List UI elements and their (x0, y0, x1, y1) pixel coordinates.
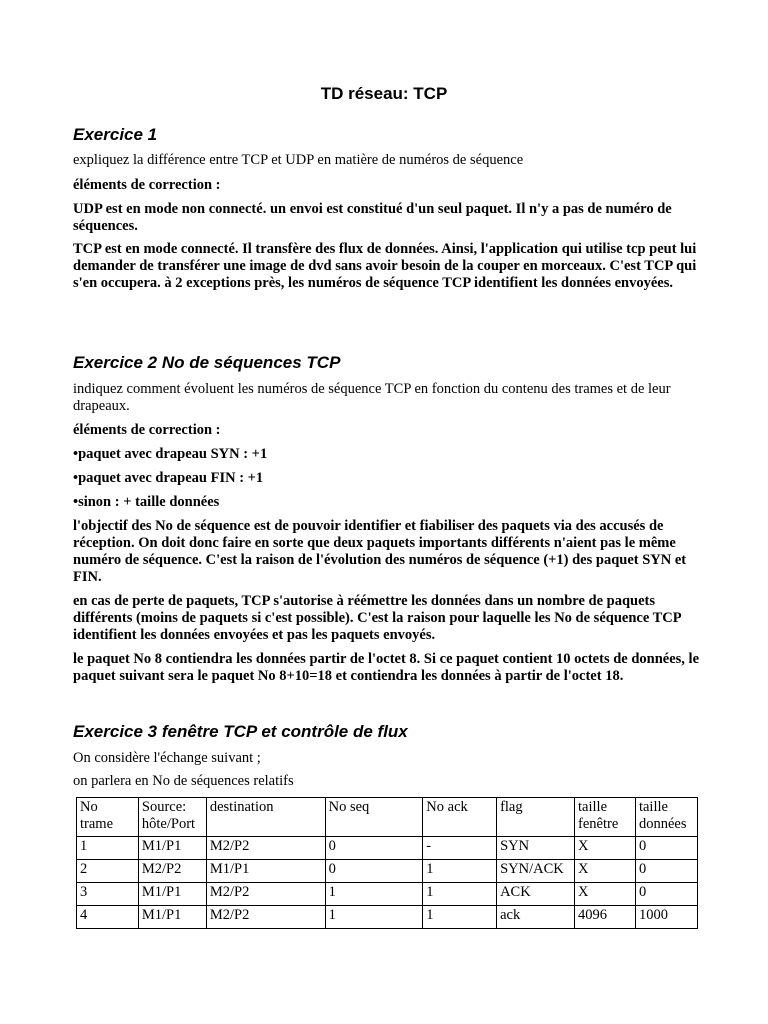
table-cell: 2 (77, 860, 139, 883)
table-cell: 1 (325, 883, 423, 906)
table-cell: 1 (423, 860, 497, 883)
table-header-cell (138, 798, 206, 837)
table-cell: 1000 (635, 906, 697, 929)
table-header-text: No ack (426, 799, 468, 815)
table-row (77, 837, 698, 860)
table-cell: - (423, 837, 497, 860)
table-cell: 1 (77, 837, 139, 860)
table-cell: M1/P1 (138, 883, 206, 906)
ex2-bullet-fin: •paquet avec drapeau FIN : +1 (73, 470, 264, 486)
ex1-answer-udp: UDP est en mode non connecté. un envoi est constitué d'un seul paquet. Il n'y a pas de numéro de séquences. (73, 201, 672, 234)
table-header-text: taille (638, 799, 668, 815)
table-cell: 0 (635, 883, 697, 906)
table-header-cell (325, 798, 423, 837)
table-header-text: No seq (328, 799, 370, 815)
table-header-cell (497, 798, 575, 837)
table-header-cell (206, 798, 325, 837)
table-cell: SYN/ACK (497, 860, 575, 883)
table-header-text: taille (578, 799, 608, 815)
table-header-cell (423, 798, 497, 837)
table-cell: M2/P2 (206, 883, 325, 906)
table-header-text: destination (209, 799, 274, 815)
ex1-question: expliquez la différence entre TCP et UDP en matière de numéros de séquence (73, 152, 524, 168)
table-header-cell (635, 798, 697, 837)
ex1-answer-tcp: TCP est en mode connecté. Il transfère des flux de données. Ainsi, l'application qui utilise tcp peut lui demander de transférer une image de dvd sans avoir besoin de la couper en morceaux. C'est TCP qui s'en occupera. à 2 exceptions près, les numéros de séquence TCP identifient les données envoyées. (73, 241, 697, 291)
table-row (77, 906, 698, 929)
table-header-text: hôte/Port (141, 816, 196, 832)
table-cell: SYN (497, 837, 575, 860)
table-cell: M2/P2 (206, 906, 325, 929)
table-cell: 0 (635, 837, 697, 860)
ex3-heading: Exercice 3 fenêtre TCP et contrôle de flux (73, 722, 408, 741)
table-cell: 1 (325, 906, 423, 929)
ex2-question: indiquez comment évoluent les numéros de séquence TCP en fonction du contenu des trames et de leur drapeaux. (73, 381, 671, 414)
table-cell: 0 (635, 860, 697, 883)
table-cell: 1 (423, 906, 497, 929)
ex3-line-echange: On considère l'échange suivant ; (73, 750, 261, 766)
table-cell: 1 (423, 883, 497, 906)
ex2-heading: Exercice 2 No de séquences TCP (73, 353, 341, 372)
ex2-paragraph-objectif: l'objectif des No de séquence est de pouvoir identifier et fiabiliser des paquets via des accusés de réception. On doit donc faire en sorte que deux paquets importants différents n'aient pas le même numéro de séquence. C'est la raison de l'évolution des numéros de séquence (+1) des paquet SYN et FIN. (73, 518, 687, 585)
table-header-text: Source: (141, 799, 187, 815)
ex2-bullet-syn: •paquet avec drapeau SYN : +1 (73, 446, 268, 462)
table-cell: 0 (325, 837, 423, 860)
table-row (77, 883, 698, 906)
table-cell: ACK (497, 883, 575, 906)
table-cell: M1/P1 (138, 837, 206, 860)
ex2-paragraph-exemple: le paquet No 8 contiendra les données partir de l'octet 8. Si ce paquet contient 10 octets de données, le paquet suivant sera le paquet No 8+10=18 et contiendra les données à partir de l'octet 18. (73, 651, 700, 684)
ex3-line-relatifs: on parlera en No de séquences relatifs (73, 773, 294, 789)
frames-table (76, 797, 698, 929)
table-cell: M1/P1 (206, 860, 325, 883)
ex2-bullet-else: •sinon : + taille données (73, 494, 220, 510)
document-title: TD réseau: TCP (320, 84, 448, 103)
table-header-text: fenêtre (578, 816, 619, 832)
table-cell: 4096 (575, 906, 636, 929)
table-cell: 3 (77, 883, 139, 906)
ex2-correction-label: éléments de correction : (73, 422, 221, 438)
table-header-cell (77, 798, 139, 837)
table-cell: 0 (325, 860, 423, 883)
table-cell: M2/P2 (206, 837, 325, 860)
table-header-text: trame (80, 816, 114, 832)
table-header-row (77, 798, 698, 837)
ex1-correction-label: éléments de correction : (73, 177, 221, 193)
table-cell: 4 (77, 906, 139, 929)
table-cell: X (575, 837, 636, 860)
table-cell: M2/P2 (138, 860, 206, 883)
table-cell: ack (497, 906, 575, 929)
table-cell: X (575, 860, 636, 883)
table-row (77, 860, 698, 883)
table-cell: M1/P1 (138, 906, 206, 929)
table-header-cell (575, 798, 636, 837)
table-header-text: flag (500, 799, 523, 815)
ex1-heading: Exercice 1 (73, 125, 158, 144)
table-cell: X (575, 883, 636, 906)
table-header-text: données (638, 816, 687, 832)
ex2-paragraph-perte: en cas de perte de paquets, TCP s'autorise à réémettre les données dans un nombre de paquets différents (moins de paquets si c'est possible). C'est la raison pour laquelle les No de séquence TCP identifient les données envoyées et pas les paquets envoyés. (73, 593, 681, 643)
table-header-text: No (80, 799, 98, 815)
